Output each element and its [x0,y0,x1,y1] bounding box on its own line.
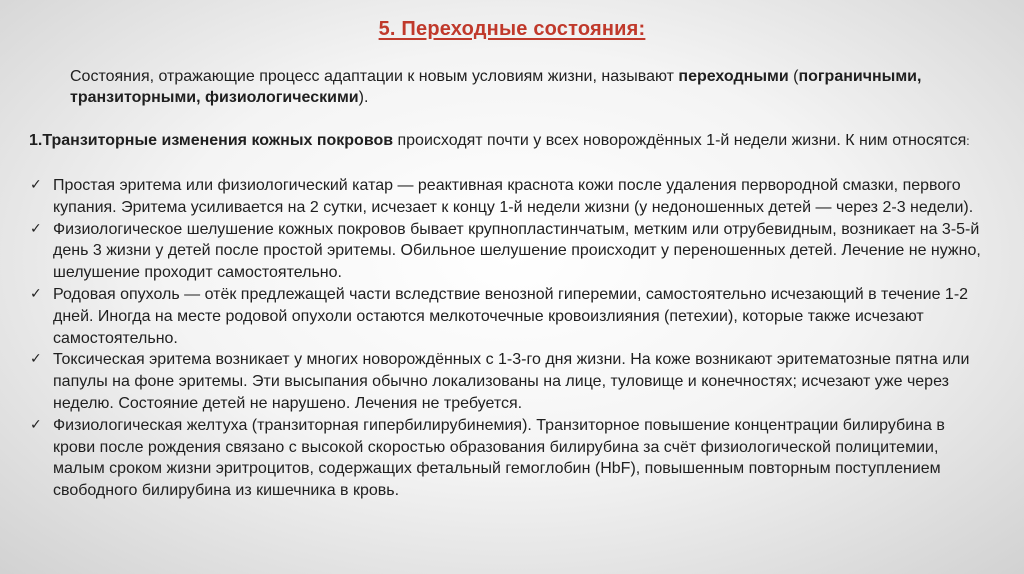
list-item [29,415,984,502]
checkmark-icon: ✓ [30,177,42,193]
checkmark-icon: ✓ [30,220,42,237]
list-item-text: Физиологическое шелушение кожных покровов бывает крупнопластинчатым, метким или отрубевидным, возникает на 3-5-й день 3 жизни у детей после простой эритемы. Обильное шелушение происходит у переношенных детей. Лечение не нужно, шелушение проходит самостоятельно. [53,220,981,282]
intro-close: ). [358,89,369,106]
intro-bold-term: переходными [678,68,789,85]
list-item-text: Простая эритема или физиологический катар — реактивная краснота кожи после удаления первородной смазки, первого купания. Эритема усиливается на 2 сутки, исчезает к концу 1-й недели жизни (у недоношенных детей — через 2-3 недели). [53,177,974,216]
bullet-list [29,175,984,502]
list-item [29,175,984,219]
intro-paragraph [70,66,950,108]
list-item [29,349,984,414]
list-item [29,219,984,284]
section-heading-paragraph [29,130,984,153]
list-item [29,284,984,349]
checkmark-icon: ✓ [30,416,42,433]
section-colon: : [966,134,970,148]
section-heading: 1.Транзиторные изменения кожных покровов [29,132,394,149]
section-text: происходят почти у всех новорождённых 1-й недели жизни. К ним относятся [393,132,967,149]
checkmark-icon: ✓ [30,351,42,368]
intro-open-paren: ( [788,68,799,85]
list-item-text: Токсическая эритема возникает у многих новорождённых с 1-3-го дня жизни. На коже возникают эритематозные пятна или папулы на фоне эритемы. Эти высыпания обычно локализованы на лице, туловище и конечностях; исчезают уже через неделю. Состояние детей не нарушено. Лечения не требуется. [53,351,970,412]
slide-title: 5. Переходные состояния: [378,18,646,40]
list-item-text: Родовая опухоль — отёк предлежащей части вследствие венозной гиперемии, самостоятельно исчезающий в течение 1-2 дней. Иногда на месте родовой опухоли остаются мелкоточечные кровоизлияния (петехии), которые также исчезают самостоятельно. [53,285,969,347]
list-item-text: Физиологическая желтуха (транзиторная гипербилирубинемия). Транзиторное повышение концентрации билирубина в крови после рождения связано с высокой скоростью образования билирубина за счёт физиологической полицитемии, малым сроком жизни эритроцитов, содержащих фетальный гемоглобин (HbF), повышенным повторным поступлением свободного билирубина из кишечника в кровь. [53,416,945,500]
checkmark-icon: ✓ [30,285,42,302]
intro-synonyms: пограничными, транзиторными, физиологическими [70,68,922,106]
intro-text: Состояния, отражающие процесс адаптации к новым условиям жизни, называют [70,68,679,85]
